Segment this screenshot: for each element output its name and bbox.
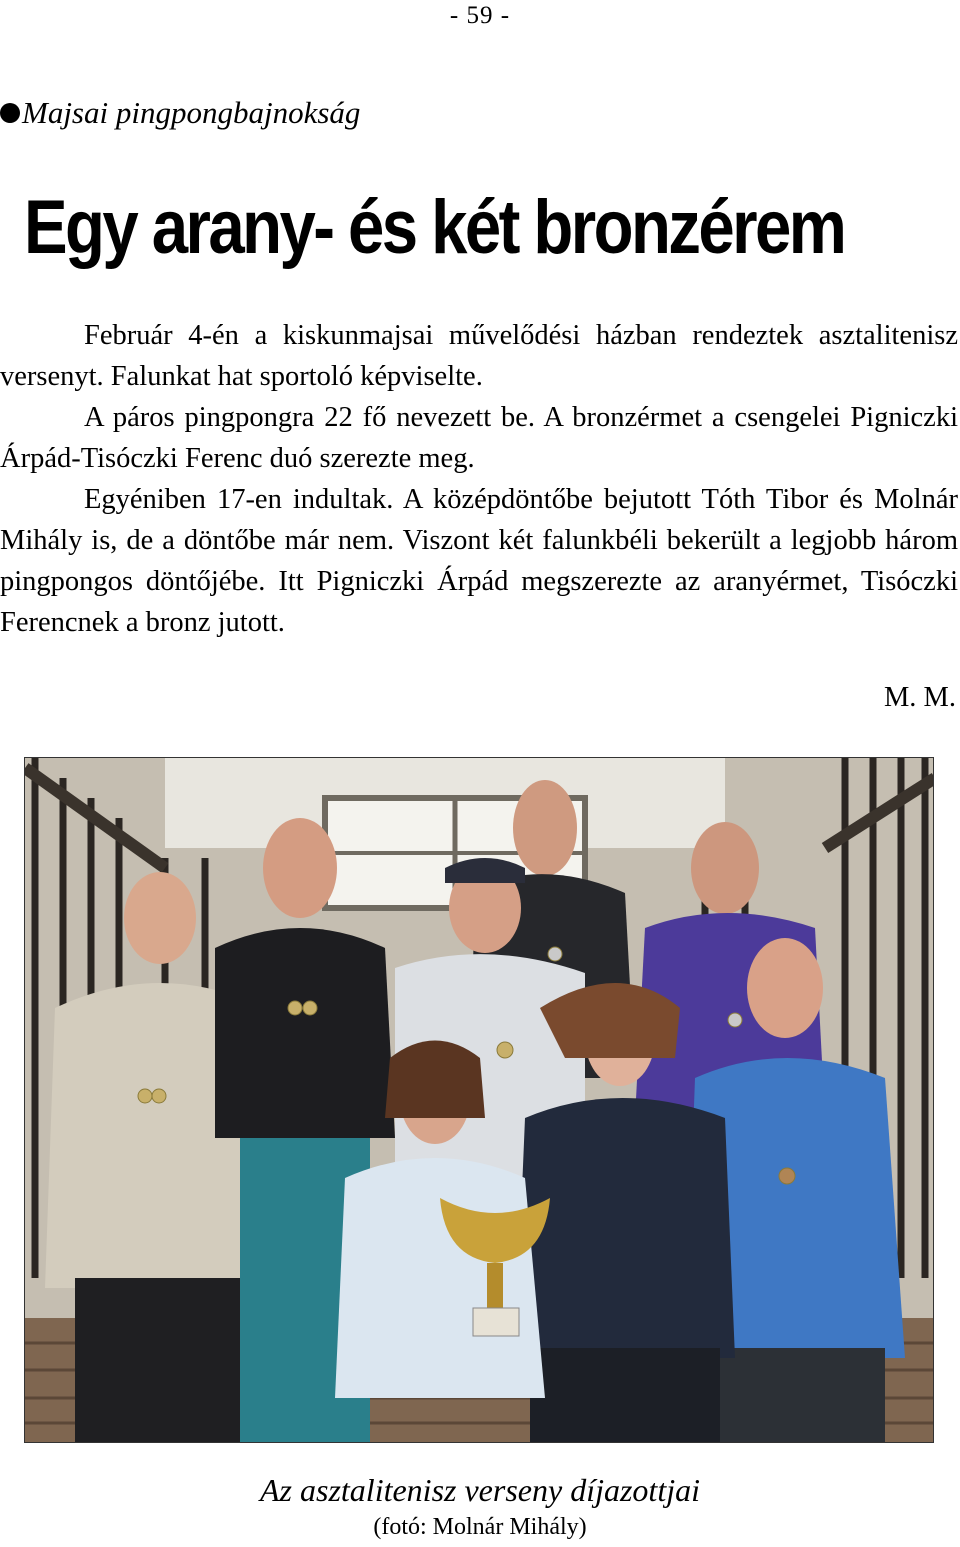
article-paragraph-3: Egyéniben 17-en indultak. A középdöntőbe bejutott Tóth Tibor és Molnár Mihály is, de a döntőbe már nem. Viszont két falunkbéli bekerült a legjobb három pingpongos döntőjébe. Itt Pigniczki Árpád megszerezte az aranyérmet, Tisóczki Ferencnek a bronz jutott. [0,484,958,638]
article-paragraph-2: A páros pingpongra 22 fő nevezett be. A bronzérmet a csengelei Pigniczki Árpád-Tisóczki Ferenc duó szerezte meg. [0,402,958,474]
group-photo [24,757,934,1443]
article-author: M. M. [883,682,956,713]
page-number: - 59 - [449,2,511,29]
photo-caption: Az asztalitenisz verseny díjazottjai [260,1472,700,1508]
bullet-icon [0,103,20,123]
section-title [0,95,360,131]
section-title-text: Majsai pingpongbajnokság [22,95,361,130]
article-headline: Egy arany- és két bronzérem [24,185,845,270]
article-paragraph-1: Február 4-én a kiskunmajsai művelődési házban rendeztek asztalitenisz versenyt. Falunkat hat sportoló képviselte. [0,320,958,392]
article-body [0,315,958,643]
photo-credit: (fotó: Molnár Mihály) [373,1514,587,1540]
